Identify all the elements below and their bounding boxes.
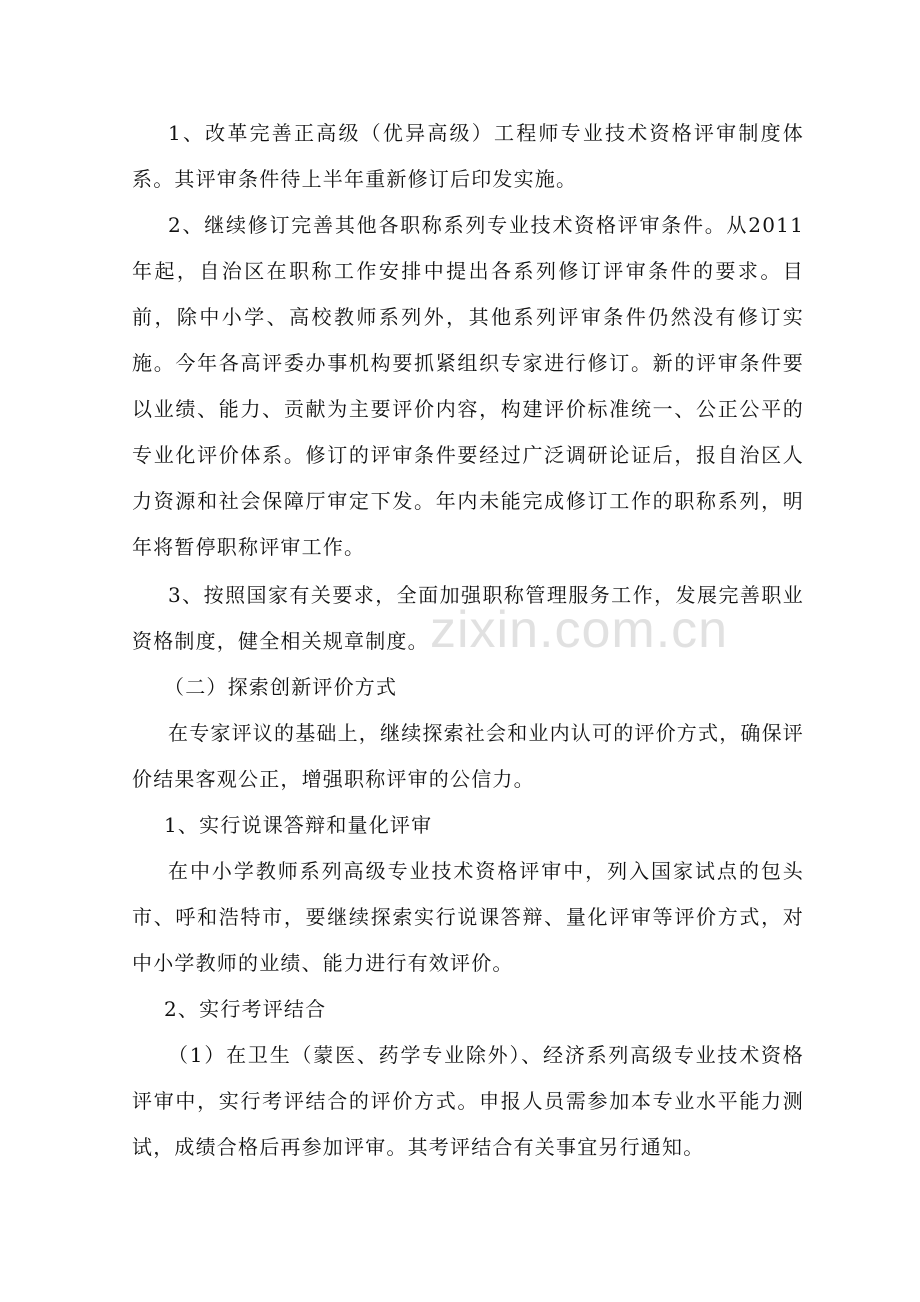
section-heading-explore-evaluation: （二）探索创新评价方式	[164, 675, 398, 699]
watermark-text: zixin.com.cn	[430, 601, 729, 659]
paragraph-teacher-evaluation: 在中小学教师系列高级专业技术资格评审中，列入国家试点的包头市、呼和浩特市，要继续探索实行说课答辩、量化评审等评价方式，对中小学教师的业绩、能力进行有效评价。	[132, 859, 804, 975]
subheading-exam-evaluation: 2、实行考评结合	[164, 997, 327, 1021]
paragraph-expert-review: 在专家评议的基础上，继续探索社会和业内认可的评价方式，确保评价结果客观公正，增强职称评审的公信力。	[132, 721, 804, 791]
subheading-lecture-defense: 1、实行说课答辩和量化评审	[164, 813, 433, 837]
paragraph-strengthen-management: 3、按照国家有关要求，全面加强职称管理服务工作，发展完善职业资格制度，健全相关规章制度。	[132, 583, 804, 653]
paragraph-reform-senior-engineer: 1、改革完善正高级（优异高级）工程师专业技术资格评审制度体系。其评审条件待上半年重新修订后印发实施。	[132, 121, 804, 191]
paragraph-revise-evaluation-conditions: 2、继续修订完善其他各职称系列专业技术资格评审条件。从2011年起，自治区在职称工作安排中提出各系列修订评审条件的要求。目前，除中小学、高校教师系列外，其他系列评审条件仍然没有修订实施。今年各高评委办事机构要抓紧组织专家进行修订。新的评审条件要以业绩、能力、贡献为主要评价内容，构建评价标准统一、公正公平的专业化评价体系。修订的评审条件要经过广泛调研论证后，报自治区人力资源和社会保障厅审定下发。年内未能完成修订工作的职称系列，明年将暂停职称评审工作。	[132, 213, 804, 559]
paragraph-health-economics: （1）在卫生（蒙医、药学专业除外）、经济系列高级专业技术资格评审中，实行考评结合的评价方式。申报人员需参加本专业水平能力测试，成绩合格后再参加评审。其考评结合有关事宜另行通知。	[132, 1043, 804, 1159]
